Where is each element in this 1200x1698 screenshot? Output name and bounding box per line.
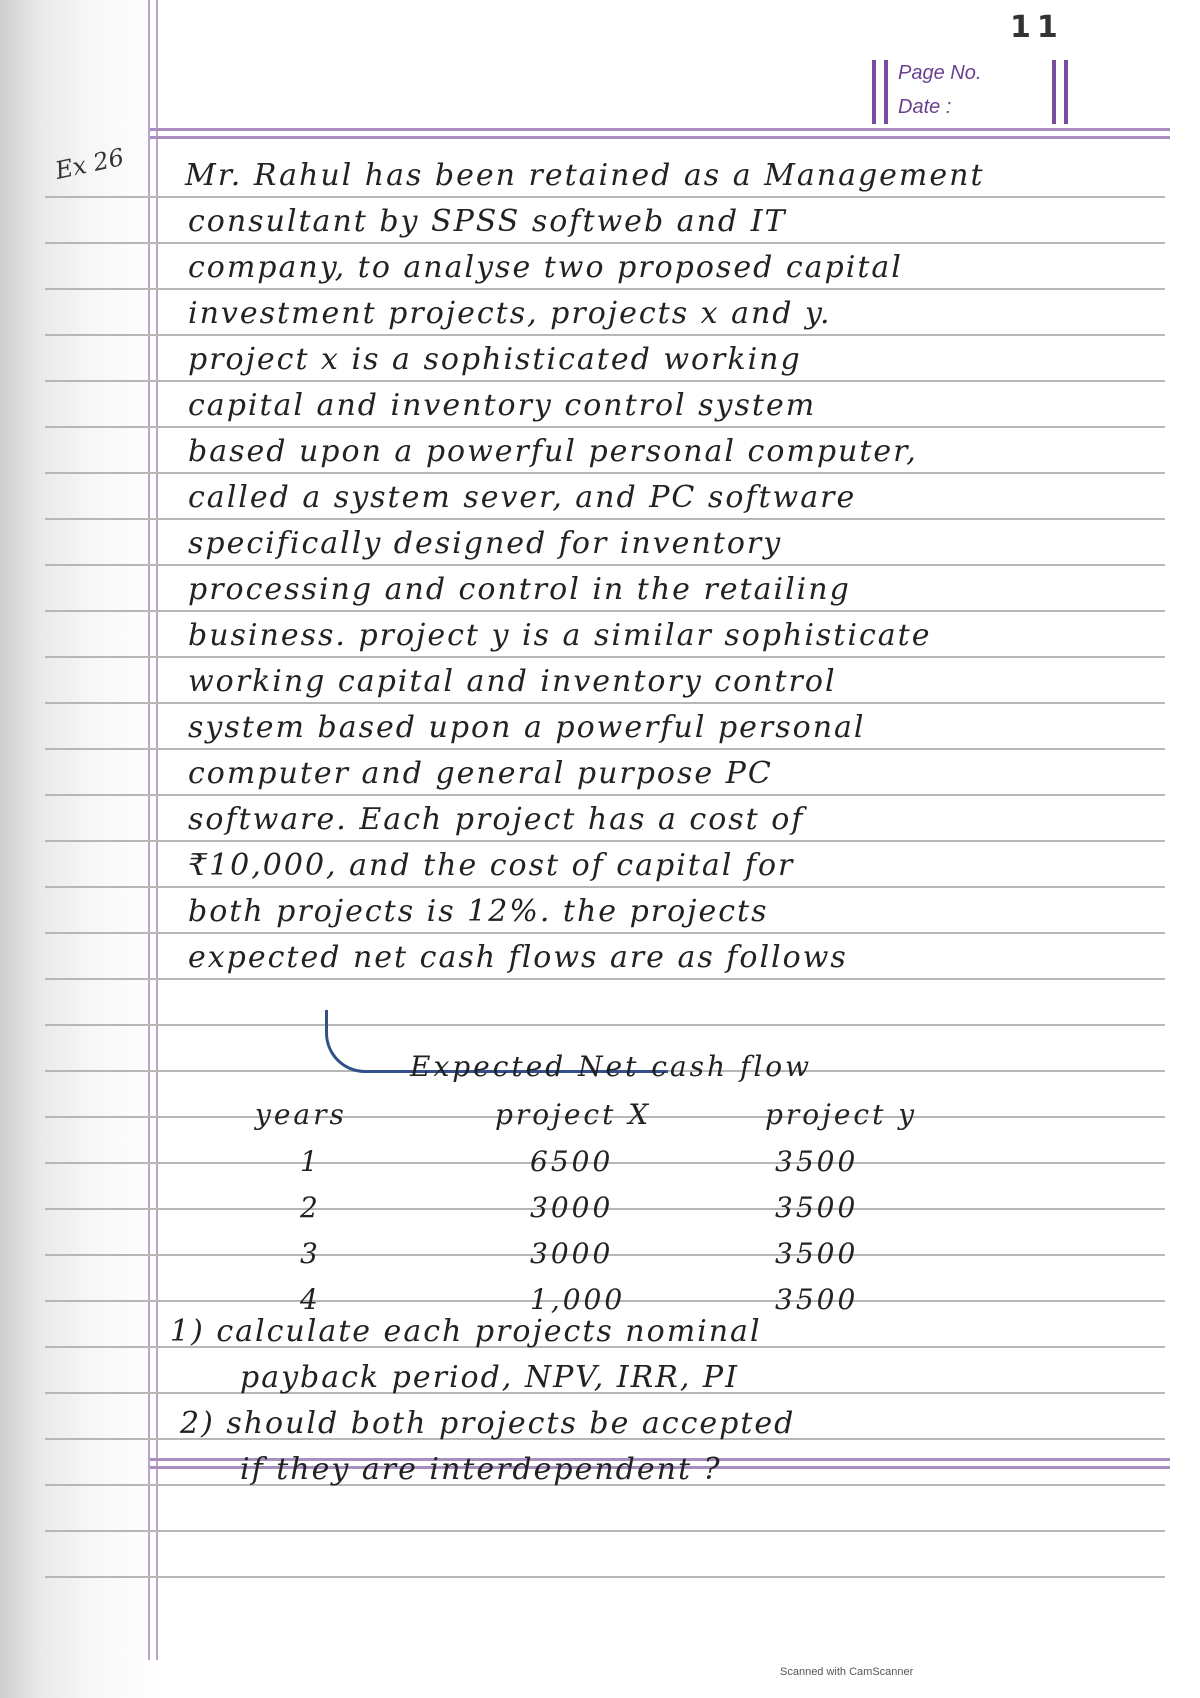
table-header-project-y: project y <box>765 1098 918 1131</box>
problem-line: system based upon a powerful personal <box>188 710 866 745</box>
page-no-bars-right <box>1052 60 1068 124</box>
ruled-line <box>45 932 1165 934</box>
problem-line: investment projects, projects x and y. <box>188 296 832 331</box>
table-cell: 3 <box>300 1237 321 1270</box>
ruled-line <box>45 472 1165 474</box>
ruled-line <box>45 610 1165 612</box>
problem-line: Mr. Rahul has been retained as a Management <box>185 158 985 193</box>
problem-line: project x is a sophisticated working <box>188 342 802 377</box>
ruled-line <box>45 564 1165 566</box>
margin-line <box>156 0 158 1660</box>
problem-line: expected net cash flows are as follows <box>188 940 848 975</box>
exercise-label: Ex 26 <box>52 143 127 185</box>
problem-line: computer and general purpose PC <box>188 756 773 791</box>
ruled-line <box>45 1530 1165 1532</box>
problem-line: specifically designed for inventory <box>188 526 783 561</box>
margin-line <box>148 0 150 1660</box>
ruled-line <box>45 288 1165 290</box>
scanner-footer: Scanned with CamScanner <box>780 1666 914 1678</box>
problem-line: working capital and inventory control <box>188 664 837 699</box>
question-line: 1) calculate each projects nominal <box>170 1314 762 1349</box>
table-header-years: years <box>255 1098 347 1131</box>
ruled-line <box>45 380 1165 382</box>
ruled-line <box>45 840 1165 842</box>
ruled-line <box>45 196 1165 198</box>
ruled-line <box>45 242 1165 244</box>
table-cell: 6500 <box>530 1145 614 1178</box>
question-line: payback period, NPV, IRR, PI <box>240 1360 739 1395</box>
table-cell: 3500 <box>775 1237 859 1270</box>
problem-line: both projects is 12%. the projects <box>188 894 769 929</box>
problem-line: business. project y is a similar sophisticate <box>188 618 932 653</box>
table-cell: 3500 <box>775 1145 859 1178</box>
problem-line: consultant by SPSS softweb and IT <box>188 204 787 239</box>
page-no-label: Page No. <box>898 62 982 84</box>
table-cell: 3500 <box>775 1283 859 1316</box>
table-title: Expected Net cash flow <box>410 1050 813 1083</box>
table-cell: 1 <box>300 1145 321 1178</box>
table-cell: 3000 <box>530 1237 614 1270</box>
problem-line: called a system sever, and PC software <box>188 480 857 515</box>
ruled-line <box>45 334 1165 336</box>
problem-line: processing and control in the retailing <box>188 572 851 607</box>
table-cell: 1,000 <box>530 1283 626 1316</box>
ruled-line <box>45 794 1165 796</box>
problem-line: based upon a powerful personal computer, <box>188 434 918 469</box>
table-header-project-x: project X <box>495 1098 652 1131</box>
ruled-line <box>45 518 1165 520</box>
page-no-bars-left <box>872 60 888 124</box>
table-cell: 3000 <box>530 1191 614 1224</box>
problem-line: software. Each project has a cost of <box>188 802 805 837</box>
table-cell: 2 <box>300 1191 321 1224</box>
page-mark: 11 <box>1010 10 1064 45</box>
question-line: 2) should both projects be accepted <box>180 1406 796 1441</box>
ruled-line <box>45 656 1165 658</box>
header-band <box>150 136 1170 139</box>
problem-line: company, to analyse two proposed capital <box>188 250 903 285</box>
ruled-line <box>45 426 1165 428</box>
ruled-line <box>45 886 1165 888</box>
ruled-line <box>45 1576 1165 1578</box>
date-label: Date : <box>898 96 952 118</box>
question-line: if they are interdependent ? <box>240 1452 722 1487</box>
header-band <box>150 128 1170 131</box>
table-cell: 4 <box>300 1283 321 1316</box>
ruled-line <box>45 748 1165 750</box>
problem-line: capital and inventory control system <box>188 388 817 423</box>
problem-line: ₹10,000, and the cost of capital for <box>188 848 795 883</box>
table-cell: 3500 <box>775 1191 859 1224</box>
ruled-line <box>45 978 1165 980</box>
ruled-line <box>45 702 1165 704</box>
